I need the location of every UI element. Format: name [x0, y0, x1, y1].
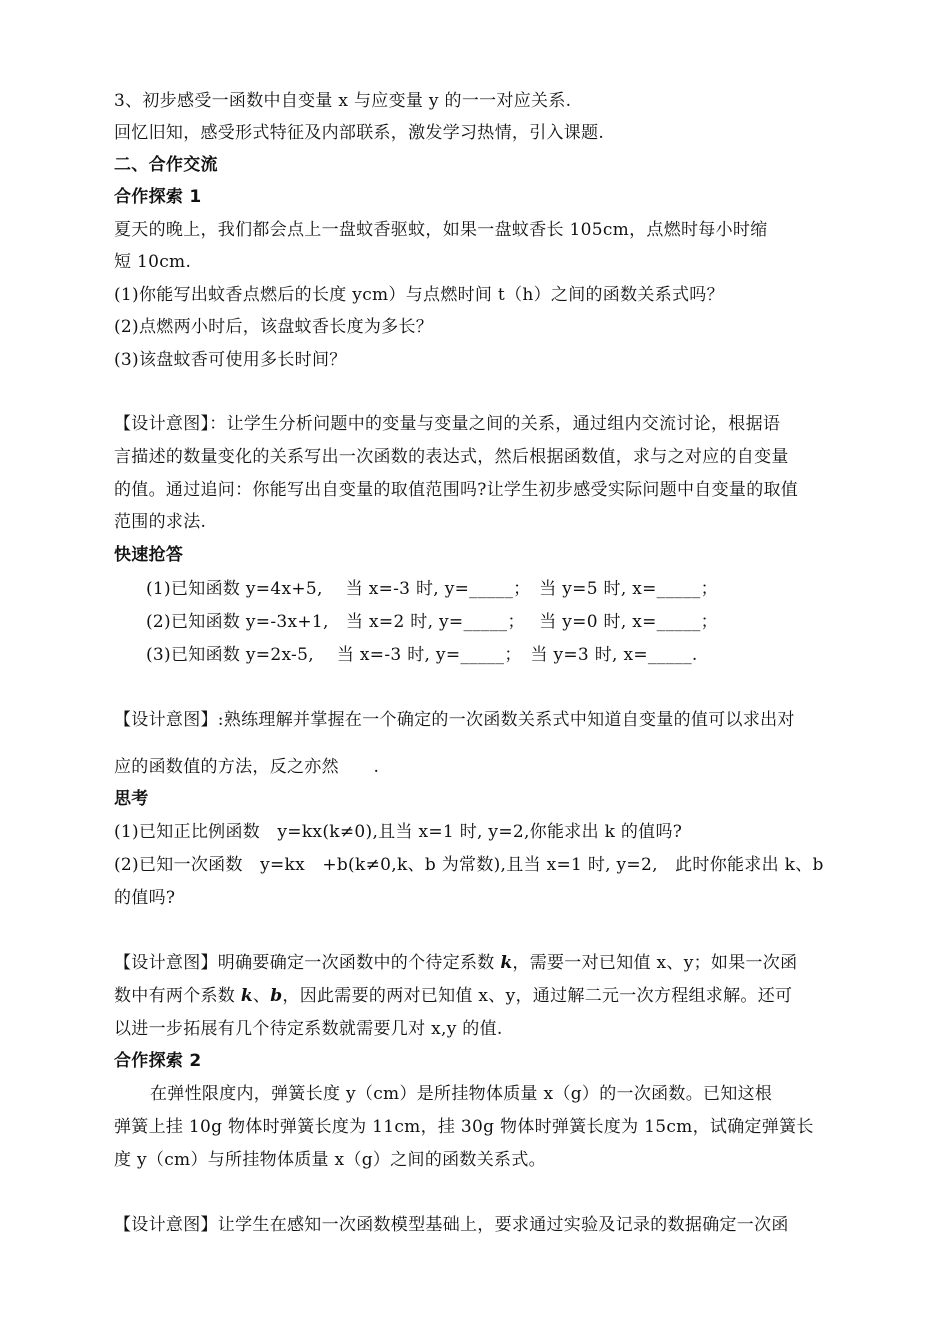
question-item: (1)你能写出蚊香点燃后的长度 ycm）与点燃时间 t（h）之间的函数关系式吗？: [114, 285, 724, 305]
problem-text-line: 夏天的晚上，我们都会点上一盘蚊香驱蚊，如果一盘蚊香长 105cm，点燃时每小时缩: [114, 220, 768, 240]
spring-problem-line: 在弹性限度内，弹簧长度 y（cm）是所挂物体质量 x（g）的一次函数。已知这根: [150, 1084, 773, 1104]
think-question: (1)已知正比例函数 y=kx(k≠0),且当 x=1 时, y=2,你能求出 k 的值吗?: [114, 822, 683, 842]
heading-think: 思考: [114, 789, 149, 809]
think-question: 的值吗?: [114, 888, 176, 908]
design-intent-line: 【设计意图】让学生在感知一次函数模型基础上，要求通过实验及记录的数据确定一次函: [114, 1215, 789, 1235]
design-intent-line: 【设计意图】:熟练理解并掌握在一个确定的一次函数关系式中知道自变量的值可以求出对: [114, 710, 795, 730]
quick-answer-item: (2)已知函数 y=-3x+1, 当 x=2 时, y=_____； 当 y=0 时, x=_____；: [146, 612, 718, 632]
design-intent-line: 以进一步拓展有几个待定系数就需要几对 x,y 的值.: [114, 1019, 503, 1039]
question-item: (3)该盘蚊香可使用多长时间？: [114, 350, 347, 370]
heading-exploration-2: 合作探索 2: [114, 1051, 202, 1071]
design-intent-line: 范围的求法.: [114, 512, 207, 532]
design-intent-line: 【设计意图】：让学生分析问题中的变量与变量之间的关系，通过组内交流讨论，根据语: [114, 414, 781, 434]
heading-exploration-1: 合作探索 1: [114, 187, 202, 207]
spring-problem-line: 度 y（cm）与所挂物体质量 x（g）之间的函数关系式。: [114, 1150, 546, 1170]
design-intent-line: 【设计意图】明确要确定一次函数中的个待定系数 k，需要一对已知值 x、y；如果一次函: [114, 953, 798, 973]
spring-problem-line: 弹簧上挂 10g 物体时弹簧长度为 11cm，挂 30g 物体时弹簧长度为 15cm，试确定弹簧长: [114, 1117, 814, 1137]
quick-answer-item: (1)已知函数 y=4x+5, 当 x=-3 时, y=_____； 当 y=5 时, x=_____；: [146, 579, 718, 599]
coefficient-b: b: [270, 986, 283, 1006]
coefficient-k: k: [500, 953, 513, 973]
coefficient-k: k: [240, 986, 253, 1006]
design-intent-line: 的值。通过追问：你能写出自变量的取值范围吗?让学生初步感受实际问题中自变量的取值: [114, 480, 799, 500]
heading-quick-answer: 快速抢答: [114, 545, 184, 565]
design-intent-line: 数中有两个系数 k、b，因此需要的两对已知值 x、y，通过解二元一次方程组求解。还可: [114, 986, 793, 1006]
design-intent-line: 应的函数值的方法，反之亦然 .: [114, 757, 380, 777]
design-intent-line: 言描述的数量变化的关系写出一次函数的表达式，然后根据函数值，求与之对应的自变量: [114, 447, 789, 467]
section-heading-cooperation: 二、合作交流: [114, 155, 218, 175]
objective-3: 3、初步感受一函数中自变量 x 与应变量 y 的一一对应关系.: [114, 91, 572, 111]
think-question: (2)已知一次函数 y=kx +b(k≠0,k、b 为常数),且当 x=1 时, y=2, 此时你能求出 k、b: [114, 855, 824, 875]
problem-text-line: 短 10cm.: [114, 252, 192, 272]
review-text: 回忆旧知，感受形式特征及内部联系，激发学习热情，引入课题.: [114, 123, 605, 143]
quick-answer-item: (3)已知函数 y=2x-5, 当 x=-3 时, y=_____； 当 y=3 时, x=_____.: [146, 645, 698, 665]
question-item: (2)点燃两小时后，该盘蚊香长度为多长？: [114, 317, 434, 337]
